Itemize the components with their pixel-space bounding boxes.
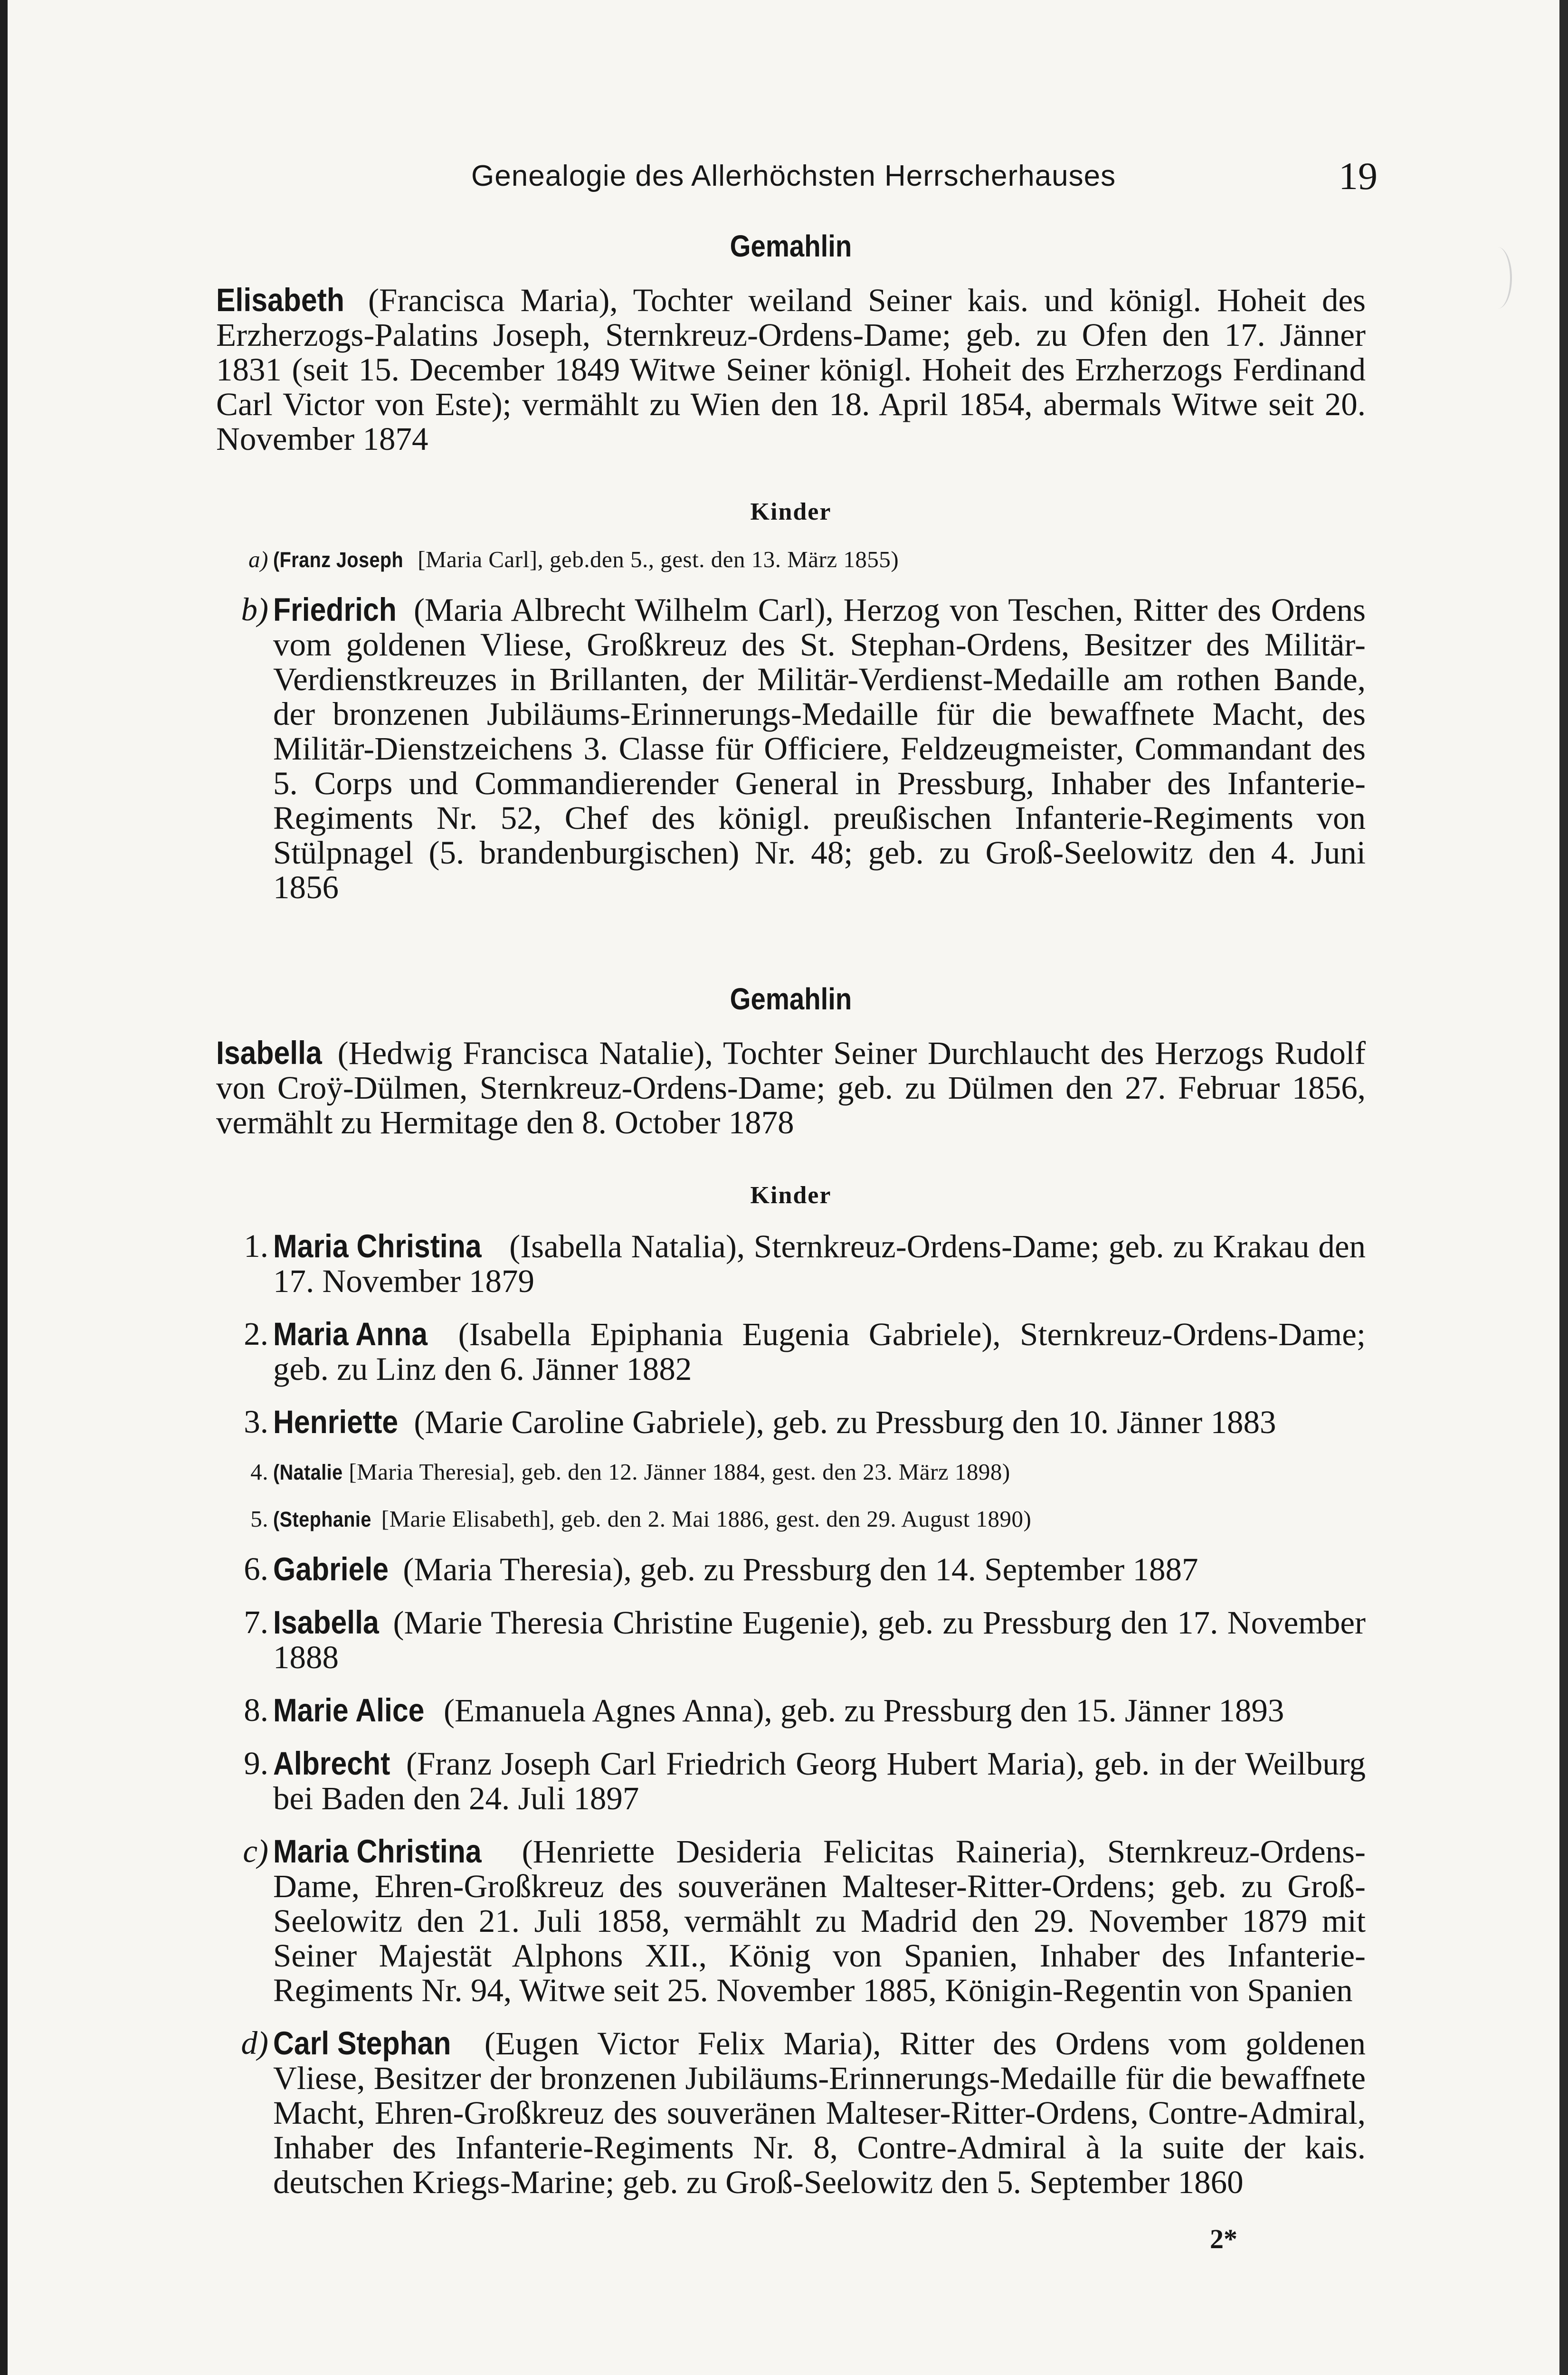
entry-child-7 xyxy=(216,1605,1366,1675)
entry-marker: 5. xyxy=(250,1505,268,1532)
entry-child-2 xyxy=(216,1317,1366,1387)
person-name: Maria Anna xyxy=(273,1315,428,1352)
entry-child-9 xyxy=(216,1746,1366,1816)
person-name: Elisabeth xyxy=(216,281,344,318)
spacer xyxy=(216,1534,1366,1552)
entry-friedrich xyxy=(216,592,1366,905)
person-name: Friedrich xyxy=(273,591,397,628)
entry-text: [Marie Elisabeth], geb. den 2. Mai 1886, gest. den 29. August 1890) xyxy=(375,1505,1032,1532)
person-name: Albrecht xyxy=(273,1745,390,1782)
spacer xyxy=(216,265,1366,283)
entry-marker: 2. xyxy=(244,1315,268,1352)
entry-text: [Maria Theresia], geb. den 12. Jänner 1884, gest. den 23. März 1898) xyxy=(342,1458,1010,1485)
entry-marker: b) xyxy=(241,591,268,627)
entry-text: (Isabella Natalia), Sternkreuz-Ordens-Dame; geb. zu Krakau den 17. November 1879 xyxy=(273,1228,1366,1299)
entry-text: (Maria Albrecht Wilhelm Carl), Herzog von Teschen, Ritter des Ordens vom goldenen Vliese, Großkreuz des St. Stephan-Ordens, Besitzer des Militär-Verdienstkreuzes in Brillanten, der Militär-Verdienst-Medaille am rothen Bande, der bronzenen Jubiläums-Erinnerungs-Medaille für die bewaffnete Macht, des Militär-Dienstzeichens 3. Classe für Officiere, Feldzeugmeister, Commandant des 5. Corps und Commandierender General in Pressburg, Inhaber des Infanterie-Regiments Nr. 52, Chef des königl. preußischen Infanterie-Regiments von Stülpnagel (5. brandenburgischen) Nr. 48; geb. zu Groß-Seelowitz den 4. Juni 1856 xyxy=(273,591,1366,905)
person-name: Carl Stephan xyxy=(273,2024,451,2062)
entry-marker: 1. xyxy=(244,1227,268,1264)
entry-franz-joseph xyxy=(216,545,1366,574)
entry-marker: 3. xyxy=(244,1403,268,1440)
section-heading-kinder: Kinder xyxy=(750,498,832,525)
section-heading-gemahlin: Gemahlin xyxy=(730,981,852,1016)
entry-child-6 xyxy=(216,1552,1366,1587)
entry-child-4 xyxy=(216,1458,1366,1487)
section-heading-kinder: Kinder xyxy=(750,1181,832,1209)
person-name: Maria Christina xyxy=(273,1833,482,1870)
page-number: 19 xyxy=(1339,154,1378,198)
signature-mark: 2* xyxy=(1210,2223,1237,2254)
spacer xyxy=(216,1387,1366,1405)
person-name: (Franz Joseph xyxy=(273,547,404,572)
entry-text: (Henriette Desideria Felicitas Raineria), Sternkreuz-Ordens-Dame, Ehren-Großkreuz des souveränen Malteser-Ritter-Ordens; geb. zu Groß-Seelowitz den 21. Juli 1858, vermählt zu Madrid den 29. November 1879 mit Seiner Majestät Alphons XII., König von Spanien, Inhaber des Infanterie-Regiments Nr. 94, Witwe seit 25. November 1885, Königin-Regentin von Spanien xyxy=(273,1833,1366,2008)
entry-marker: c) xyxy=(243,1833,268,1869)
entry-marker: 8. xyxy=(244,1691,268,1728)
entry-marker: 7. xyxy=(244,1604,268,1640)
page-header xyxy=(0,154,1568,209)
spacer xyxy=(216,456,1366,496)
entry-marker: 4. xyxy=(250,1458,268,1485)
spacer xyxy=(216,2008,1366,2026)
spacer xyxy=(216,905,1366,981)
entry-text: (Emanuela Agnes Anna), geb. zu Pressburg den 15. Jänner 1893 xyxy=(435,1692,1284,1729)
entry-text: (Isabella Epiphania Eugenia Gabriele), Sternkreuz-Ordens-Dame; geb. zu Linz den 6. Jänner 1882 xyxy=(273,1316,1366,1387)
spacer xyxy=(216,1816,1366,1834)
scan-left-edge xyxy=(0,0,8,2375)
entry-marker: a) xyxy=(248,546,268,572)
entry-maria-christina-c xyxy=(216,1834,1366,2008)
genealogy-content xyxy=(216,228,1366,2200)
entry-child-1 xyxy=(216,1229,1366,1299)
person-name: Isabella xyxy=(273,1604,379,1641)
person-name: (Stephanie xyxy=(273,1507,371,1531)
entry-text: (Hedwig Francisca Natalie), Tochter Seiner Durchlaucht des Herzogs Rudolf von Croÿ-Dülmen, Sternkreuz-Ordens-Dame; geb. zu Dülmen den 27. Februar 1856, vermählt zu Hermitage den 8. October 1878 xyxy=(216,1035,1366,1140)
person-name: Henriette xyxy=(273,1403,399,1440)
spacer xyxy=(216,1675,1366,1693)
person-name: Marie Alice xyxy=(273,1691,425,1729)
entry-carl-stephan-d xyxy=(216,2026,1366,2200)
spacer xyxy=(216,1017,1366,1036)
entry-marker: d) xyxy=(241,2024,268,2061)
entry-text: (Francisca Maria), Tochter weiland Seiner kais. und königl. Hoheit des Erzherzogs-Palatins Joseph, Sternkreuz-Ordens-Dame; geb. zu Ofen den 17. Jänner 1831 (seit 15. December 1849 Witwe Seiner königl. Hoheit des Erzherzogs Ferdinand Carl Victor von Este); vermählt zu Wien den 18. April 1854, abermals Witwe seit 20. November 1874 xyxy=(216,282,1366,457)
person-name: Maria Christina xyxy=(273,1227,482,1264)
entry-child-8 xyxy=(216,1693,1366,1728)
entry-isabella-wife xyxy=(216,1036,1366,1140)
spacer xyxy=(216,574,1366,592)
entry-text: (Maria Theresia), geb. zu Pressburg den 14. September 1887 xyxy=(395,1551,1198,1587)
spacer xyxy=(216,1440,1366,1458)
entry-text: [Maria Carl], geb.den 5., gest. den 13. März 1855) xyxy=(411,546,899,572)
spacer xyxy=(216,527,1366,545)
entry-child-5 xyxy=(216,1505,1366,1534)
entry-child-3 xyxy=(216,1405,1366,1440)
spacer xyxy=(216,1299,1366,1317)
spacer xyxy=(216,1728,1366,1746)
entry-text: (Marie Caroline Gabriele), geb. zu Pressburg den 10. Jänner 1883 xyxy=(406,1404,1276,1440)
entry-marker: 9. xyxy=(244,1745,268,1781)
spacer xyxy=(216,1211,1366,1229)
entry-text: (Eugen Victor Felix Maria), Ritter des Ordens vom goldenen Vliese, Besitzer der bronzenen Jubiläums-Erinnerungs-Medaille für die bewaffnete Macht, Ehren-Großkreuz des souveränen Malteser-Ritter-Ordens, Contre-Admiral, Inhaber des Infanterie-Regiments Nr. 8, Contre-Admiral à la suite der kais. deutschen Kriegs-Marine; geb. zu Groß-Seelowitz den 5. September 1860 xyxy=(273,2025,1366,2200)
person-name: (Natalie xyxy=(273,1460,343,1484)
entry-text: (Marie Theresia Christine Eugenie), geb. zu Pressburg den 17. November 1888 xyxy=(273,1604,1366,1675)
entry-elisabeth xyxy=(216,283,1366,456)
person-name: Gabriele xyxy=(273,1550,389,1587)
spacer xyxy=(216,1487,1366,1505)
entry-marker: 6. xyxy=(244,1550,268,1587)
spacer xyxy=(216,1140,1366,1180)
section-heading-gemahlin: Gemahlin xyxy=(730,229,852,263)
scan-right-edge xyxy=(1559,0,1568,2375)
entry-text: (Franz Joseph Carl Friedrich Georg Hubert Maria), geb. in der Weilburg bei Baden den 24. Juli 1897 xyxy=(273,1745,1366,1816)
running-title: Genealogie des Allerhöchsten Herrscherhauses xyxy=(471,160,1116,192)
person-name: Isabella xyxy=(216,1034,322,1071)
spacer xyxy=(216,1587,1366,1605)
paper-mark xyxy=(1483,247,1512,309)
